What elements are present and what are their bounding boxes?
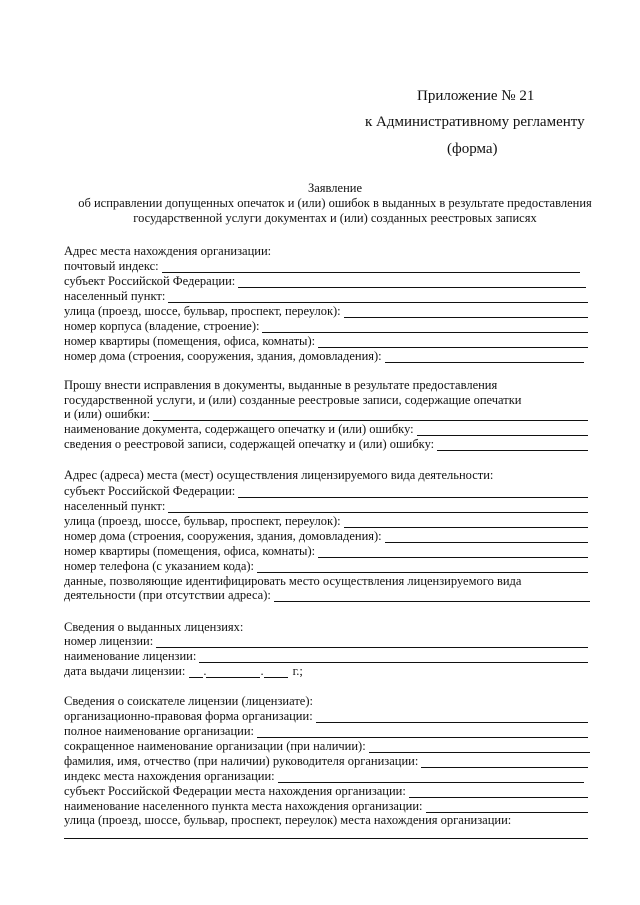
fill-line	[257, 727, 588, 738]
field-label: субъект Российской Федерации места нахождения организации:	[64, 784, 406, 798]
field-label: и (или) ошибки:	[64, 407, 151, 421]
subject-rf-field[interactable]	[64, 273, 586, 288]
section5-heading: Сведения о соискателе лицензии (лицензиате):	[64, 694, 313, 708]
fill-line	[385, 352, 584, 363]
license-number-field[interactable]	[64, 633, 588, 648]
street-field[interactable]	[64, 303, 588, 318]
location-street-line[interactable]	[64, 838, 588, 839]
building-field[interactable]	[64, 318, 588, 333]
date-day-line[interactable]	[189, 667, 203, 678]
activity-phone-field[interactable]	[64, 558, 588, 573]
location-index-field[interactable]	[64, 768, 584, 783]
location-subject-rf-field[interactable]	[64, 783, 588, 798]
fill-line	[162, 262, 580, 273]
fill-line	[426, 802, 588, 813]
fill-line	[421, 757, 588, 768]
title-line-1: Заявление	[307, 181, 362, 195]
request-text-line-1: Прошу внести исправления в документы, выданные в результате предоставления	[64, 378, 498, 392]
activity-apartment-field[interactable]	[64, 543, 588, 558]
field-label: номер квартиры (помещения, офиса, комнаты):	[64, 544, 316, 558]
director-name-field[interactable]	[64, 753, 588, 768]
legal-form-field[interactable]	[64, 708, 588, 723]
document-title	[40, 181, 630, 226]
fill-line	[318, 337, 588, 348]
apartment-field[interactable]	[64, 333, 588, 348]
title-line-3: государственной услуги документах и (или) созданных реестровых записях	[133, 211, 537, 225]
activity-house-field[interactable]	[64, 528, 588, 543]
section4-heading: Сведения о выданных лицензиях:	[64, 620, 244, 634]
fill-line	[156, 637, 588, 648]
full-name-field[interactable]	[64, 723, 588, 738]
field-label: сокращенное наименование организации (при наличии):	[64, 739, 366, 753]
form-label: (форма)	[447, 141, 498, 157]
errors-field[interactable]	[64, 406, 588, 421]
fill-line	[153, 410, 588, 421]
fill-line	[262, 322, 588, 333]
location-settlement-field[interactable]	[64, 798, 588, 813]
no-address-field[interactable]	[64, 587, 590, 602]
registry-record-field[interactable]	[64, 436, 588, 451]
field-label: номер телефона (с указанием кода):	[64, 559, 255, 573]
postal-index-field[interactable]	[64, 258, 580, 273]
field-label: номер корпуса (владение, строение):	[64, 319, 260, 333]
title-line-2: об исправлении допущенных опечаток и (или) ошибок в выданных в результате предоставления	[78, 196, 592, 210]
field-label: улица (проезд, шоссе, бульвар, проспект, переулок):	[64, 304, 341, 318]
fill-line	[238, 277, 586, 288]
field-label: полное наименование организации:	[64, 724, 255, 738]
section3-heading: Адрес (адреса) места (мест) осуществления лицензируемого вида деятельности:	[64, 468, 494, 482]
activity-subject-rf-field[interactable]	[64, 483, 588, 498]
fill-line	[344, 517, 588, 528]
request-text-line-2: государственной услуги, и (или) созданные реестровые записи, содержащие опечатки	[64, 393, 522, 407]
location-street-label: улица (проезд, шоссе, бульвар, проспект, переулок) места нахождения организации:	[64, 813, 512, 827]
license-name-field[interactable]	[64, 648, 588, 663]
fill-line	[316, 712, 588, 723]
field-label: фамилия, имя, отчество (при наличии) руководителя организации:	[64, 754, 419, 768]
field-label: субъект Российской Федерации:	[64, 484, 236, 498]
settlement-field[interactable]	[64, 288, 588, 303]
date-separator: .	[203, 664, 207, 678]
fill-line	[168, 292, 588, 303]
fill-line	[437, 440, 588, 451]
field-label: наименование лицензии:	[64, 649, 197, 663]
field-label: почтовый индекс:	[64, 259, 159, 273]
fill-line	[344, 307, 588, 318]
activity-street-field[interactable]	[64, 513, 588, 528]
field-label: номер лицензии:	[64, 634, 154, 648]
document-name-field[interactable]	[64, 421, 588, 436]
field-label: дата выдачи лицензии:	[64, 664, 186, 678]
field-label: сведения о реестровой записи, содержащей опечатку и (или) ошибку:	[64, 437, 435, 451]
fill-line	[369, 742, 590, 753]
activity-settlement-field[interactable]	[64, 498, 588, 513]
fill-line	[238, 487, 588, 498]
field-label: деятельности (при отсутствии адреса):	[64, 588, 271, 602]
fill-line	[318, 547, 588, 558]
appendix-number: Приложение № 21	[417, 88, 535, 104]
year-suffix: г.;	[292, 664, 303, 678]
date-separator: .	[260, 664, 264, 678]
field-label: номер дома (строения, сооружения, здания, домовладения):	[64, 349, 382, 363]
field-label: наименование населенного пункта места нахождения организации:	[64, 799, 423, 813]
license-date-field[interactable]	[64, 663, 303, 678]
house-number-field[interactable]	[64, 348, 584, 363]
fill-line	[409, 787, 588, 798]
date-year-line[interactable]	[264, 667, 288, 678]
field-label: индекс места нахождения организации:	[64, 769, 275, 783]
field-label: улица (проезд, шоссе, бульвар, проспект, переулок):	[64, 514, 341, 528]
date-month-line[interactable]	[206, 667, 260, 678]
field-label: номер квартиры (помещения, офиса, комнаты):	[64, 334, 316, 348]
fill-line	[385, 532, 588, 543]
field-label: субъект Российской Федерации:	[64, 274, 236, 288]
fill-line	[278, 772, 584, 783]
fill-line	[257, 562, 588, 573]
fill-line	[199, 652, 588, 663]
field-label: населенный пункт:	[64, 499, 166, 513]
field-label: организационно-правовая форма организации:	[64, 709, 313, 723]
section1-heading: Адрес места нахождения организации:	[64, 244, 272, 258]
fill-line	[168, 502, 588, 513]
field-label: наименование документа, содержащего опечатку и (или) ошибку:	[64, 422, 414, 436]
field-label: населенный пункт:	[64, 289, 166, 303]
regulation-reference: к Административному регламенту	[365, 114, 585, 130]
identification-data-text: данные, позволяющие идентифицировать место осуществления лицензируемого вида	[64, 574, 522, 588]
fill-line	[274, 591, 590, 602]
field-label: номер дома (строения, сооружения, здания, домовладения):	[64, 529, 382, 543]
fill-line	[417, 425, 588, 436]
short-name-field[interactable]	[64, 738, 590, 753]
